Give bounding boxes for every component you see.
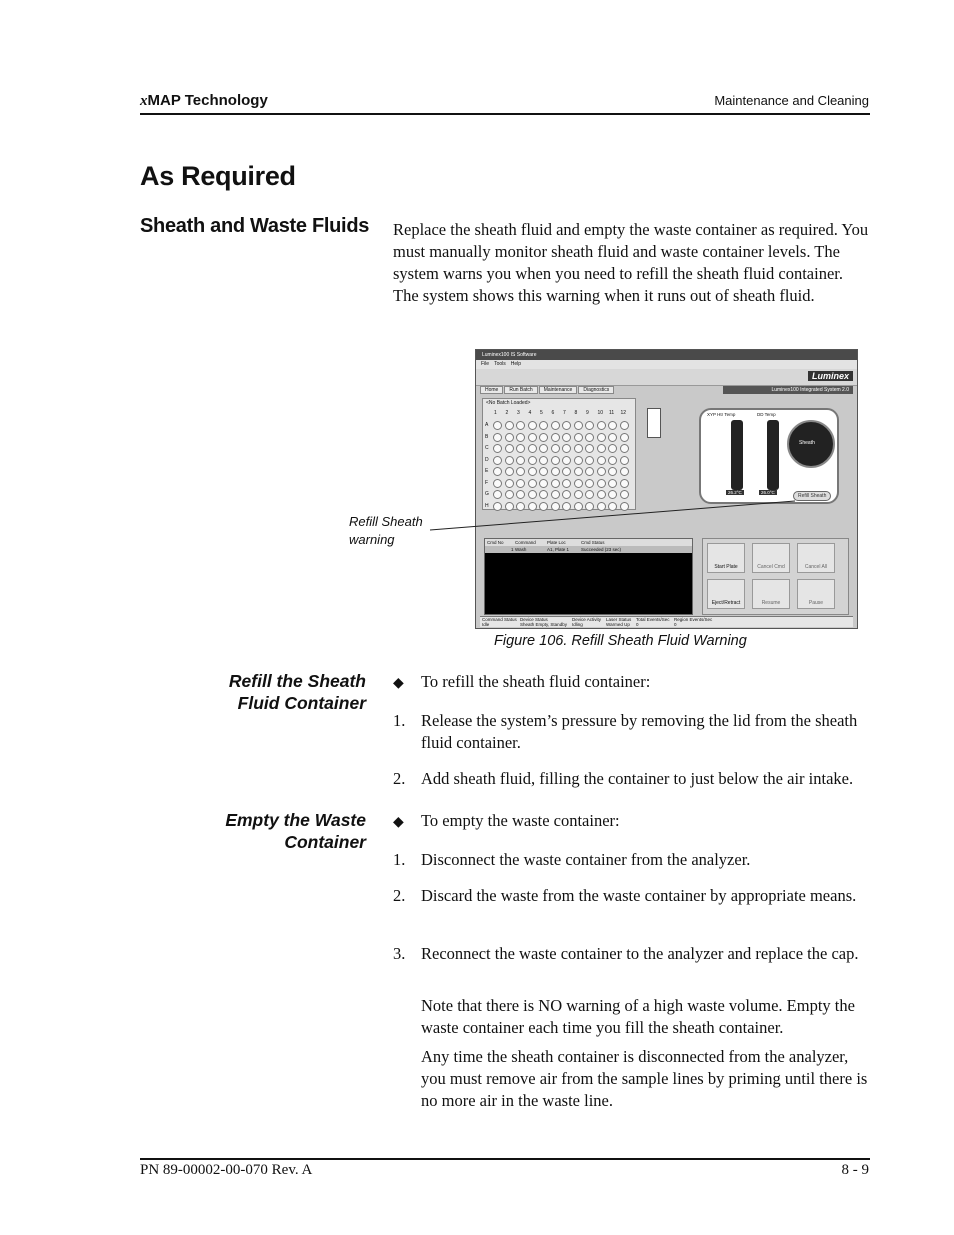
callout-line-2: warning xyxy=(349,532,395,547)
status-v-command: Idle xyxy=(482,622,490,627)
dd-temp-value: 26.0°C xyxy=(761,490,775,495)
menu-file: File xyxy=(481,361,490,367)
tab-diagnostics: Diagnostics xyxy=(578,386,614,394)
empty-heading-line-2: Container xyxy=(284,832,366,852)
col-command: Command xyxy=(515,540,536,545)
footer-page-number: 8 - 9 xyxy=(841,1162,869,1178)
xyp-temp-value: 26.2°C xyxy=(728,490,742,495)
status-v-total: 0 xyxy=(636,622,639,627)
status-h-region: Region Events/Sec xyxy=(674,617,713,622)
eject-retract-button: Eject/Retract xyxy=(707,579,745,609)
resume-button: Resume xyxy=(752,579,790,609)
empty-step-3 xyxy=(393,943,871,965)
footer-rule xyxy=(140,1158,870,1160)
plate-row-label: F xyxy=(485,479,489,486)
plate-column-label: 4 xyxy=(528,410,532,416)
empty-section-heading xyxy=(136,809,366,853)
pause-button: Pause xyxy=(797,579,835,609)
col-cmd-no: Cmd No xyxy=(487,540,504,545)
tab-maintenance: Maintenance xyxy=(539,386,578,394)
cancel-cmd-button: Cancel Cmd xyxy=(752,543,790,573)
plate-column-label: 12 xyxy=(620,410,627,416)
batch-label: <No Batch Loaded> xyxy=(486,400,531,406)
cancel-all-button: Cancel All xyxy=(797,543,835,573)
status-h-total: Total Events/Sec xyxy=(636,617,670,622)
status-v-device: Sheath Empty, Standby xyxy=(520,622,567,627)
section-title: As Required xyxy=(140,161,296,191)
step-number: 2. xyxy=(393,886,406,905)
header-title-prefix: x xyxy=(140,93,148,109)
step-text: Discard the waste from the waste container by appropriate means. xyxy=(421,886,857,905)
plate-column-label: 11 xyxy=(609,410,615,416)
plate-column-label: 5 xyxy=(540,410,543,416)
subsection-title: Sheath and Waste Fluids xyxy=(140,215,370,237)
plate-row-label: E xyxy=(485,468,489,474)
plate-row-label: A xyxy=(485,422,489,428)
refill-step-2 xyxy=(393,768,871,790)
plate-column-label: 3 xyxy=(517,410,520,416)
status-h-device: Device Status xyxy=(520,617,548,622)
step-number: 2. xyxy=(393,769,406,788)
status-v-activity: Idling xyxy=(572,622,583,627)
figure-caption: Figure 106. Refill Sheath Fluid Warning xyxy=(494,633,747,649)
plate-column-label: 1 xyxy=(494,410,497,416)
plate-column-label: 9 xyxy=(586,410,589,416)
status-h-command: Command Status xyxy=(482,617,517,622)
note-paragraph-1: Note that there is NO warning of a high waste volume. Empty the waste container each time you fill the sheath container. xyxy=(421,996,855,1037)
cell-cmd-no: 1 xyxy=(511,547,514,552)
refill-section-heading xyxy=(136,670,366,714)
start-plate-button: Start Plate xyxy=(707,543,745,573)
callout-line-1: Refill Sheath xyxy=(349,514,423,529)
plate-row-label: B xyxy=(485,433,489,440)
system-name-bar: Luminex100 Integrated System 2.0 xyxy=(723,386,853,394)
plate-row-label: H xyxy=(485,502,489,509)
step-text: Reconnect the waste container to the analyzer and replace the cap. xyxy=(421,944,859,963)
dd-temp-label: DD Temp xyxy=(757,412,776,417)
refill-sheath-warning: Refill Sheath xyxy=(793,491,831,501)
tab-home: Home xyxy=(480,386,503,394)
empty-bullet-text: To empty the waste container: xyxy=(421,811,620,830)
footer-part-number: PN 89-00002-00-070 Rev. A xyxy=(140,1162,313,1178)
menu-help: Help xyxy=(510,361,522,367)
step-text: Add sheath fluid, filling the container to just below the air intake. xyxy=(421,769,854,788)
refill-heading-line-2: Fluid Container xyxy=(237,693,366,713)
plate-column-label: 8 xyxy=(574,410,578,416)
step-number: 1. xyxy=(393,711,406,730)
status-h-activity: Device Activity xyxy=(572,617,602,622)
diamond-bullet-icon: ◆ xyxy=(393,815,404,830)
plate-column-label: 10 xyxy=(597,410,604,416)
plate-row-label: G xyxy=(485,491,489,497)
refill-procedure-intro xyxy=(393,671,650,695)
plate-column-label: 7 xyxy=(563,410,566,416)
empty-step-2 xyxy=(393,885,871,907)
plate-column-label: 2 xyxy=(505,410,509,416)
window-title: Luminex100 IS Software xyxy=(482,352,537,358)
status-h-laser: Laser Status xyxy=(606,617,632,622)
diamond-bullet-icon: ◆ xyxy=(393,676,404,691)
refill-bullet-text: To refill the sheath fluid container: xyxy=(421,672,651,691)
cell-command: Wash xyxy=(515,547,527,552)
refill-step-1 xyxy=(393,710,871,754)
sheath-label: Sheath xyxy=(799,440,815,446)
plate-row-label: D xyxy=(485,456,489,463)
empty-procedure-intro xyxy=(393,810,620,834)
empty-step-1 xyxy=(393,849,871,871)
empty-heading-line-1: Empty the Waste xyxy=(225,810,366,830)
running-header-chapter: Maintenance and Cleaning xyxy=(714,93,869,108)
cell-cmd-status: Succeeded (23 sec) xyxy=(581,547,622,552)
plate-column-label: 6 xyxy=(551,410,555,416)
menu-tools: Tools xyxy=(494,361,506,367)
step-number: 1. xyxy=(393,850,406,869)
plate-row-label: C xyxy=(485,445,489,451)
status-v-region: 0 xyxy=(674,622,677,627)
header-title-rest: MAP Technology xyxy=(147,92,268,109)
col-plate-loc: Plate Loc xyxy=(547,540,566,545)
col-cmd-status: Cmd Status xyxy=(581,540,605,545)
step-text: Release the system’s pressure by removing the lid from the sheath fluid container. xyxy=(421,711,858,752)
luminex-logo: Luminex xyxy=(808,371,853,381)
intro-paragraph: Replace the sheath fluid and empty the waste container as required. You must manually monitor sheath fluid and waste container levels. The system warns you when you need to refill the sheath fluid container. The system shows this warning when it runs out of sheath fluid. xyxy=(393,220,869,305)
step-number: 3. xyxy=(393,944,406,963)
step-text: Disconnect the waste container from the analyzer. xyxy=(421,850,751,869)
cell-plate-loc: A1, Plate 1 xyxy=(547,547,570,552)
refill-heading-line-1: Refill the Sheath xyxy=(228,671,366,691)
status-v-laser: Warmed Up xyxy=(606,622,630,627)
tab-run-batch: Run Batch xyxy=(504,386,537,394)
xyp-temp-label: XYP Htr Temp xyxy=(707,412,736,417)
note-paragraph-2: Any time the sheath container is disconnected from the analyzer, you must remove air from the sample lines by priming until there is no more air in the waste line. xyxy=(421,1047,868,1110)
